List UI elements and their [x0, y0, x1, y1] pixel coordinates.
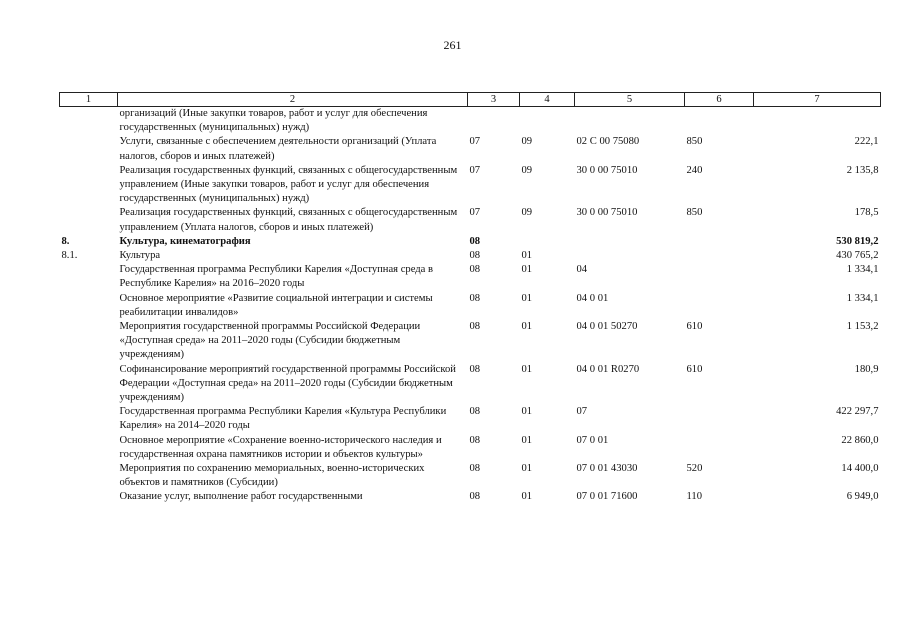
row-section: 08 [469, 363, 481, 375]
row-expense-type [685, 292, 754, 320]
row-number [60, 135, 118, 163]
row-subsection: 01 [521, 264, 533, 276]
row-number [60, 164, 118, 207]
row-name: Софинансирование мероприятий государственной программы Российской Федерации «Доступная среда» на 2011–2020 годы (Субсидии бюджетным учреждениям) [119, 363, 456, 404]
row-program-code: 04 [576, 264, 588, 276]
row-section: 08 [469, 250, 481, 262]
header-col-2: 2 [118, 93, 468, 107]
header-col-1: 1 [60, 93, 118, 107]
row-subsection: 01 [521, 321, 533, 333]
row-number [60, 363, 118, 406]
row-number [60, 405, 118, 433]
table-row [60, 434, 881, 462]
header-col-6: 6 [685, 93, 754, 107]
table-row [60, 107, 881, 136]
row-subsection: 01 [521, 292, 533, 304]
row-section: 08 [469, 321, 481, 333]
header-col-7: 7 [754, 93, 881, 107]
row-program-code: 07 0 01 [576, 434, 609, 446]
row-section: 08 [469, 491, 481, 503]
row-subsection [520, 107, 575, 136]
row-amount: 14 400,0 [841, 463, 879, 475]
row-amount: 22 860,0 [841, 434, 879, 446]
row-name: Мероприятия по сохранению мемориальных, военно-исторических объектов и памятников (Субсидии) [119, 463, 425, 489]
row-program-code [575, 235, 685, 249]
row-name: Реализация государственных функций, связанных с общегосударственным управлением (Иные закупки товаров, работ и услуг для обеспечения государственных (муниципальных) нужд) [119, 164, 458, 205]
row-subsection: 01 [521, 434, 533, 446]
row-expense-type: 850 [686, 136, 703, 148]
row-section: 08 [469, 463, 481, 475]
row-amount: 1 153,2 [846, 321, 879, 333]
row-expense-type: 610 [686, 321, 703, 333]
row-name: Основное мероприятие «Сохранение военно-исторического наследия и государственная охрана памятников истории и объектов культуры» [119, 434, 442, 460]
table-body [60, 107, 881, 505]
row-subsection: 01 [521, 250, 533, 262]
row-name: Культура [119, 250, 161, 262]
row-expense-type [685, 235, 754, 249]
row-name: Оказание услуг, выполнение работ государственными [119, 491, 363, 503]
row-program-code: 04 0 01 50270 [576, 321, 638, 333]
row-program-code [575, 249, 685, 263]
row-program-code: 07 0 01 71600 [576, 491, 638, 503]
row-amount: 422 297,7 [836, 406, 879, 418]
row-subsection: 09 [521, 136, 533, 148]
row-program-code: 07 [576, 406, 588, 418]
row-name: Услуги, связанные с обеспечением деятельности организаций (Уплата налогов, сборов и иных платежей) [119, 136, 437, 162]
row-number [60, 263, 118, 291]
row-subsection [520, 235, 575, 249]
table-row [60, 405, 881, 433]
row-amount: 1 334,1 [846, 264, 879, 276]
table-row [60, 263, 881, 291]
row-expense-type: 850 [686, 207, 703, 219]
row-subsection: 01 [521, 491, 533, 503]
table-row [60, 164, 881, 207]
row-section: 07 [469, 164, 481, 176]
row-name: Государственная программа Республики Карелия «Доступная среда в Республике Карелия» на 2016–2020 годы [119, 264, 433, 290]
row-expense-type [685, 107, 754, 136]
row-name: Основное мероприятие «Развитие социальной интеграции и системы реабилитации инвалидов» [119, 292, 433, 318]
row-amount: 6 949,0 [846, 491, 879, 503]
row-expense-type [685, 405, 754, 433]
row-program-code: 07 0 01 43030 [576, 463, 638, 475]
row-expense-type [685, 249, 754, 263]
row-number: 8.1. [61, 250, 78, 262]
row-number [60, 434, 118, 462]
row-number [60, 320, 118, 363]
row-program-code: 30 0 00 75010 [576, 207, 638, 219]
header-col-5: 5 [575, 93, 685, 107]
table-row [60, 320, 881, 363]
row-number: 8. [61, 235, 70, 247]
budget-table [59, 92, 881, 505]
row-subsection: 01 [521, 463, 533, 475]
table-header [60, 93, 881, 107]
row-amount: 222,1 [854, 136, 879, 148]
row-section: 08 [469, 292, 481, 304]
table-row [60, 135, 881, 163]
row-name: Мероприятия государственной программы Российской Федерации «Доступная среда» на 2011–2020 годы (Субсидии бюджетным учреждениям) [119, 321, 421, 361]
header-col-4: 4 [520, 93, 575, 107]
row-name: Государственная программа Республики Карелия «Культура Республики Карелия» на 2014–2020 годы [119, 406, 447, 432]
row-name: Реализация государственных функций, связанных с общегосударственным управлением (Уплата налогов, сборов и иных платежей) [119, 207, 458, 233]
row-name: Культура, кинематография [119, 235, 251, 247]
header-row [60, 93, 881, 107]
page-number: 261 [443, 38, 462, 52]
row-program-code: 30 0 00 75010 [576, 164, 638, 176]
table-row [60, 292, 881, 320]
table-row [60, 235, 881, 249]
table-row [60, 206, 881, 234]
row-section: 08 [469, 434, 481, 446]
row-amount [754, 107, 881, 136]
row-expense-type: 610 [686, 363, 703, 375]
row-section: 07 [469, 207, 481, 219]
row-program-code: 04 0 01 [576, 292, 609, 304]
row-program-code: 02 С 00 75080 [576, 136, 640, 148]
row-amount: 178,5 [854, 207, 879, 219]
row-number [60, 292, 118, 320]
header-col-3: 3 [468, 93, 520, 107]
row-amount: 180,9 [854, 363, 879, 375]
row-amount: 1 334,1 [846, 292, 879, 304]
row-amount: 530 819,2 [836, 235, 879, 247]
table-row [60, 490, 881, 504]
row-expense-type: 520 [686, 463, 703, 475]
row-name: организаций (Иные закупки товаров, работ и услуг для обеспечения государственных (муниципальных) нужд) [119, 108, 428, 134]
row-subsection: 09 [521, 164, 533, 176]
table-row [60, 462, 881, 490]
row-amount: 2 135,8 [846, 164, 879, 176]
row-section [468, 107, 520, 136]
table-row [60, 363, 881, 406]
row-section: 08 [469, 264, 481, 276]
row-expense-type [685, 434, 754, 462]
row-subsection: 01 [521, 363, 533, 375]
row-program-code: 04 0 01 R0270 [576, 363, 640, 375]
row-section: 07 [469, 136, 481, 148]
row-number [60, 462, 118, 490]
row-expense-type: 110 [686, 491, 702, 503]
row-expense-type [685, 263, 754, 291]
row-subsection: 09 [521, 207, 533, 219]
row-program-code [575, 107, 685, 136]
row-expense-type: 240 [686, 164, 703, 176]
row-number [60, 490, 118, 504]
row-section: 08 [469, 406, 481, 418]
row-section: 08 [469, 235, 481, 247]
table-row [60, 249, 881, 263]
row-number [60, 107, 118, 136]
row-subsection: 01 [521, 406, 533, 418]
row-number [60, 206, 118, 234]
row-amount: 430 765,2 [836, 250, 879, 262]
